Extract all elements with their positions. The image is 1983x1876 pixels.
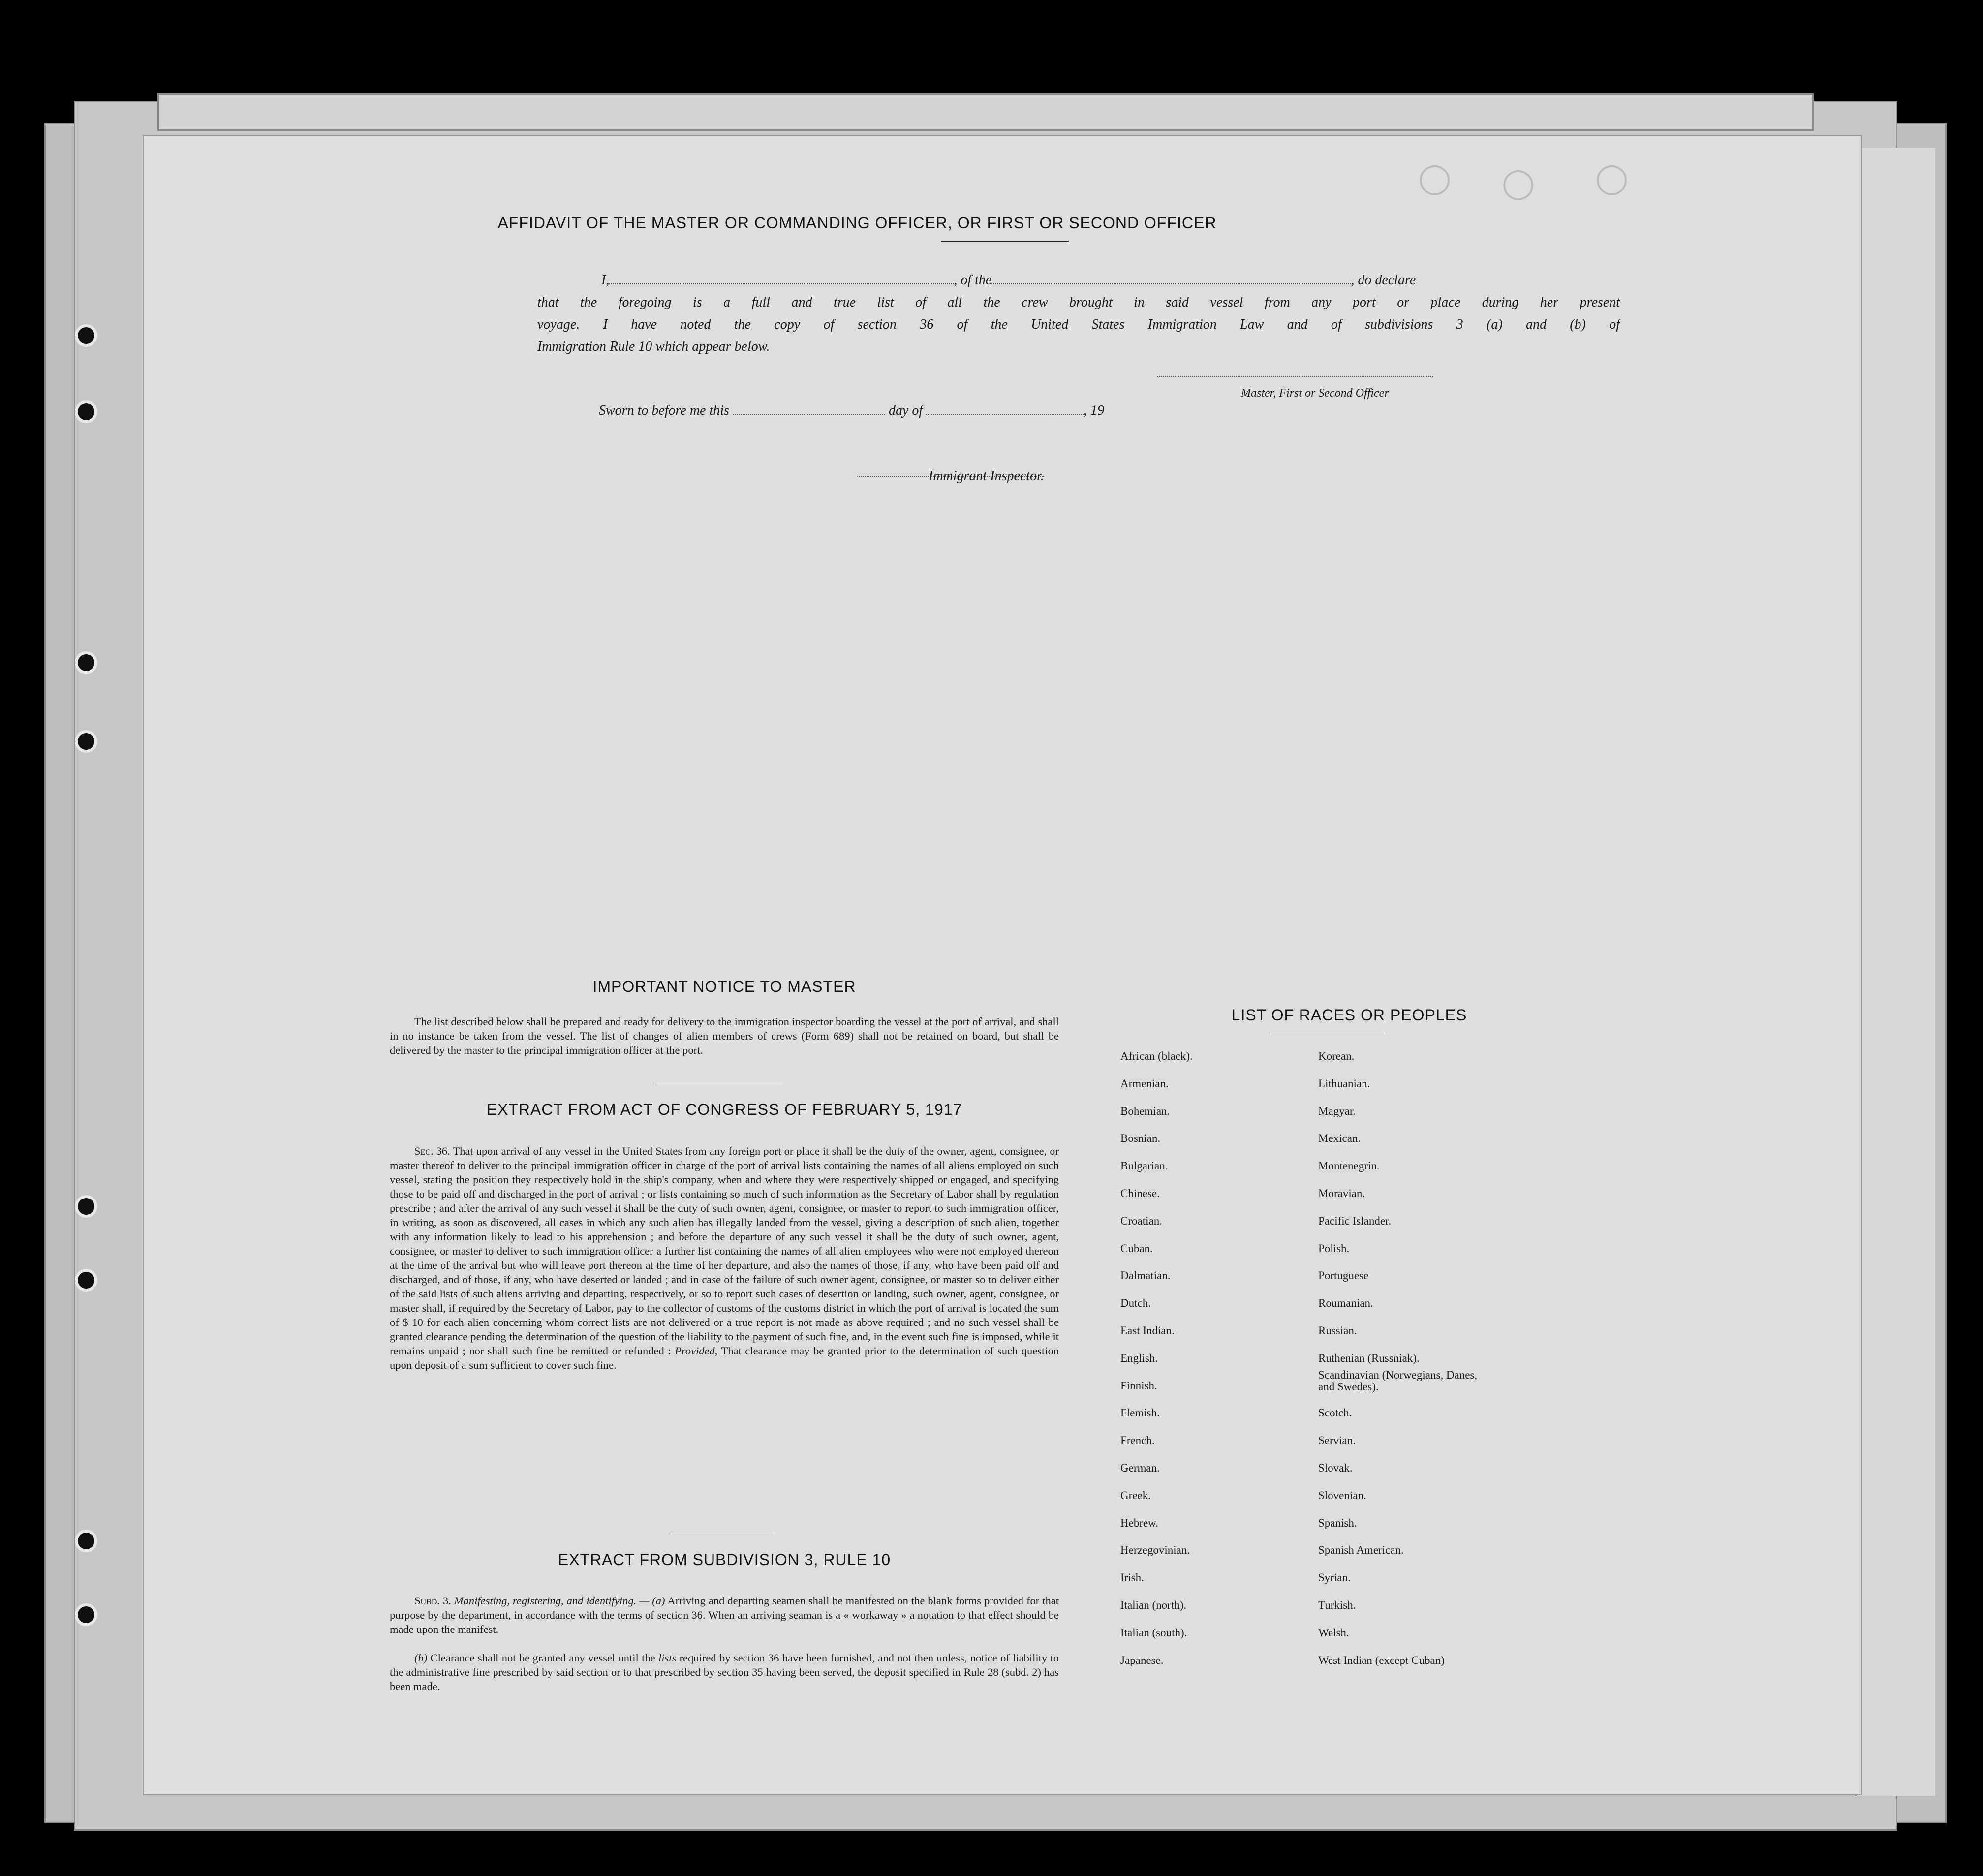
- notice-title: IMPORTANT NOTICE TO MASTER: [592, 978, 856, 995]
- sec-36-text-end: That clearance may be granted prior to the determination of such question upon deposit of a sum sufficient to cover such fine.: [390, 1345, 1059, 1371]
- master-signature-field[interactable]: [1157, 376, 1433, 377]
- extract-act-title: EXTRACT FROM ACT OF CONGRESS OF FEBRUARY 5, 1917: [486, 1101, 962, 1118]
- sworn-day-field[interactable]: [733, 414, 885, 415]
- sworn-line: [599, 400, 1189, 422]
- right-page-edge: [1855, 148, 1935, 1796]
- affidavit-text-line-4: Immigration Rule 10 which appear below.: [537, 339, 770, 354]
- provided-word: Provided,: [675, 1345, 718, 1357]
- binder-hole: [78, 733, 94, 750]
- affidavit-title-rule: [941, 241, 1069, 242]
- race-item: African (black).: [1120, 1050, 1193, 1062]
- binder-hole: [78, 1198, 94, 1215]
- race-item: Syrian.: [1318, 1571, 1351, 1584]
- race-item: Spanish.: [1318, 1517, 1357, 1529]
- race-item: Bohemian.: [1120, 1105, 1170, 1117]
- i-label: I,: [601, 273, 610, 288]
- race-item: German.: [1120, 1462, 1160, 1474]
- extract-rule-para-a: [390, 1594, 1059, 1636]
- of-the-label: , of the: [954, 273, 992, 288]
- master-name-field[interactable]: [609, 283, 954, 284]
- bleed-through-mark: ◯: [1502, 167, 1535, 199]
- race-item: Spanish American.: [1318, 1544, 1404, 1556]
- race-item: Greek.: [1120, 1489, 1151, 1502]
- race-item: Flemish.: [1120, 1407, 1160, 1419]
- para-b-text-2: required by section 36 have been furnished, and not then unless, notice of liability to the administrative fine prescribed by said section or to that prescribed by section 35 having been served, the deposit specified in Rule 28 (subd. 2) has been made.: [390, 1652, 1059, 1692]
- form-page: [143, 135, 1862, 1795]
- race-item: Bosnian.: [1120, 1132, 1161, 1144]
- para-b-text-1: Clearance shall not be granted any vessel until the: [430, 1652, 655, 1664]
- affidavit-text-line-2: that the foregoing is a full and true list of all the crew brought in said vessel from any port or place during her present: [537, 295, 1620, 310]
- affidavit-text-line-3: voyage. I have noted the copy of section 36 of the United States Immigration Law and of subdivisions 3 (a) and (b) of: [537, 317, 1620, 332]
- subd-3-label: Subd. 3.: [414, 1595, 451, 1607]
- race-item: Irish.: [1120, 1571, 1144, 1584]
- inspector-label: Immigrant Inspector.: [929, 468, 1044, 484]
- race-item: Korean.: [1318, 1050, 1355, 1062]
- race-item: Chinese.: [1120, 1187, 1160, 1199]
- binder-hole: [78, 327, 94, 344]
- race-item: English.: [1120, 1352, 1158, 1364]
- race-item: Japanese.: [1120, 1654, 1164, 1666]
- sworn-month-field[interactable]: [926, 414, 1084, 415]
- race-item: Turkish.: [1318, 1599, 1356, 1611]
- extract-rule-para-b: [390, 1651, 1059, 1693]
- race-item: Cuban.: [1120, 1242, 1153, 1255]
- race-item: Pacific Islander.: [1318, 1215, 1392, 1227]
- race-item: Polish.: [1318, 1242, 1350, 1255]
- race-item: Roumanian.: [1318, 1297, 1373, 1309]
- race-item: East Indian.: [1120, 1324, 1175, 1337]
- race-item: Hebrew.: [1120, 1517, 1159, 1529]
- race-item: Armenian.: [1120, 1077, 1169, 1090]
- subd-3-heading: Manifesting, registering, and identifying. — (a): [454, 1595, 665, 1607]
- race-item: Bulgarian.: [1120, 1160, 1168, 1172]
- race-item: Russian.: [1318, 1324, 1357, 1337]
- extract-rule-title: EXTRACT FROM SUBDIVISION 3, RULE 10: [558, 1551, 891, 1568]
- extract-act-text: [390, 1144, 1059, 1372]
- race-item: Italian (south).: [1120, 1627, 1187, 1639]
- sworn-label: Sworn to before me this: [599, 403, 729, 418]
- race-item: Finnish.: [1120, 1380, 1157, 1392]
- race-item: Mexican.: [1318, 1132, 1361, 1144]
- paper-stack-top-edge: [157, 93, 1814, 131]
- race-item: Welsh.: [1318, 1627, 1349, 1639]
- master-signature-label: Master, First or Second Officer: [1241, 387, 1389, 400]
- do-declare-label: , do declare: [1351, 273, 1416, 288]
- race-item: Magyar.: [1318, 1105, 1356, 1117]
- race-item: Herzegovinian.: [1120, 1544, 1190, 1556]
- notice-text: The list described below shall be prepared and ready for delivery to the immigration inspector boarding the vessel at the port of arrival, and shall in no instance be taken from the vessel. The list of changes of alien members of crews (Form 689) shall not be retained on board, but shall be delivered by the master to the principal immigration officer at the port.: [390, 1015, 1059, 1056]
- day-of-label: day of: [888, 403, 923, 418]
- race-item: Servian.: [1318, 1434, 1356, 1446]
- lists-word: lists: [658, 1652, 677, 1664]
- para-b-label: (b): [414, 1652, 428, 1664]
- sec-36-text: That upon arrival of any vessel in the United States from any foreign port or place it shall be the duty of the owner, agent, consignee, or master thereof to deliver to the principal immigration officer in charge of the port of arrival lists containing the names of all aliens employed on such vessel, stating the position they respectively hold in the ship's company, when and where they were respectively shipped or engaged, and specifying those to be paid off and discharged in the port of arrival ; or lists containing so much of such information as the Secretary of Labor shall by regulation prescribe ; and after the arrival of any such vessel it shall be the duty of such owner, agent, consignee, or master to report to such immigration officer, in writing, as soon as discovered, all cases in which any such alien has illegally landed from the vessel, giving a description of such alien, together with any information likely to lead to his apprehension ; and before the departure of any such vessel it shall be the duty of such owner, agent, consignee, or master to deliver to such immigration officer a further list containing the names of all alien employees who were not employed thereon at the time of the arrival but who will leave port thereon at the time of her departure, and also the names of those, if any, who have been paid off and discharged, and of those, if any, who have deserted or landed ; and in case of the failure of such owner agent, consignee, or master so to deliver either of the said lists of such aliens arriving and departing, respectively, or so to report such cases of desertion or landing, such owner, agent, consignee, or master shall, if required by the Secretary of Labor, pay to the collector of customs of the customs district in which the port of arrival is located the sum of $ 10 for each alien concerning whom correct lists are not delivered or a true report is not made as above required ; and no such vessel shall be granted clearance pending the determination of the question of the liability to the payment of such fine, and, in the event such fine is imposed, while it remains unpaid ; nor shall such fine be remitted or refunded :: [390, 1145, 1059, 1357]
- race-item: Slovenian.: [1318, 1489, 1366, 1502]
- binder-hole: [78, 403, 94, 420]
- race-item: Slovak.: [1318, 1462, 1353, 1474]
- race-item: French.: [1120, 1434, 1155, 1446]
- race-item: Dutch.: [1120, 1297, 1151, 1309]
- affidavit-title: AFFIDAVIT OF THE MASTER OR COMMANDING OFFICER, OR FIRST OR SECOND OFFICER: [497, 214, 1217, 232]
- race-item: Scandinavian (Norwegians, Danes, and Swedes).: [1318, 1369, 1478, 1393]
- race-item: Ruthenian (Russniak).: [1318, 1352, 1420, 1364]
- bleed-through-mark: ◯: [1595, 162, 1629, 194]
- race-item: West Indian (except Cuban): [1318, 1654, 1445, 1666]
- binder-hole: [78, 1272, 94, 1289]
- binder-hole: [78, 654, 94, 671]
- race-item: Montenegrin.: [1318, 1160, 1380, 1172]
- race-item: Dalmatian.: [1120, 1269, 1171, 1282]
- race-item: Italian (north).: [1120, 1599, 1187, 1611]
- subd-3-para-a-text: Arriving and departing seamen shall be manifested on the blank forms provided for that purpose by the department, in accordance with the terms of section 36. When an arriving seaman is a « workaway » a notation to that effect should be made upon the manifest.: [390, 1595, 1059, 1635]
- race-item: Scotch.: [1318, 1407, 1352, 1419]
- affidavit-declaration-line: [601, 269, 1615, 291]
- year-prefix-label: , 19: [1084, 403, 1105, 418]
- bleed-through-mark: ◯: [1418, 162, 1452, 194]
- race-item: Lithuanian.: [1318, 1077, 1370, 1090]
- binder-hole: [78, 1533, 94, 1549]
- races-title: LIST OF RACES OR PEOPLES: [1231, 1006, 1467, 1024]
- race-item: Portuguese: [1318, 1269, 1369, 1282]
- race-item: Croatian.: [1120, 1215, 1162, 1227]
- binder-hole: [78, 1606, 94, 1623]
- race-item: Moravian.: [1318, 1187, 1365, 1199]
- vessel-name-field[interactable]: [992, 283, 1351, 284]
- sec-36-label: Sec. 36.: [414, 1145, 450, 1157]
